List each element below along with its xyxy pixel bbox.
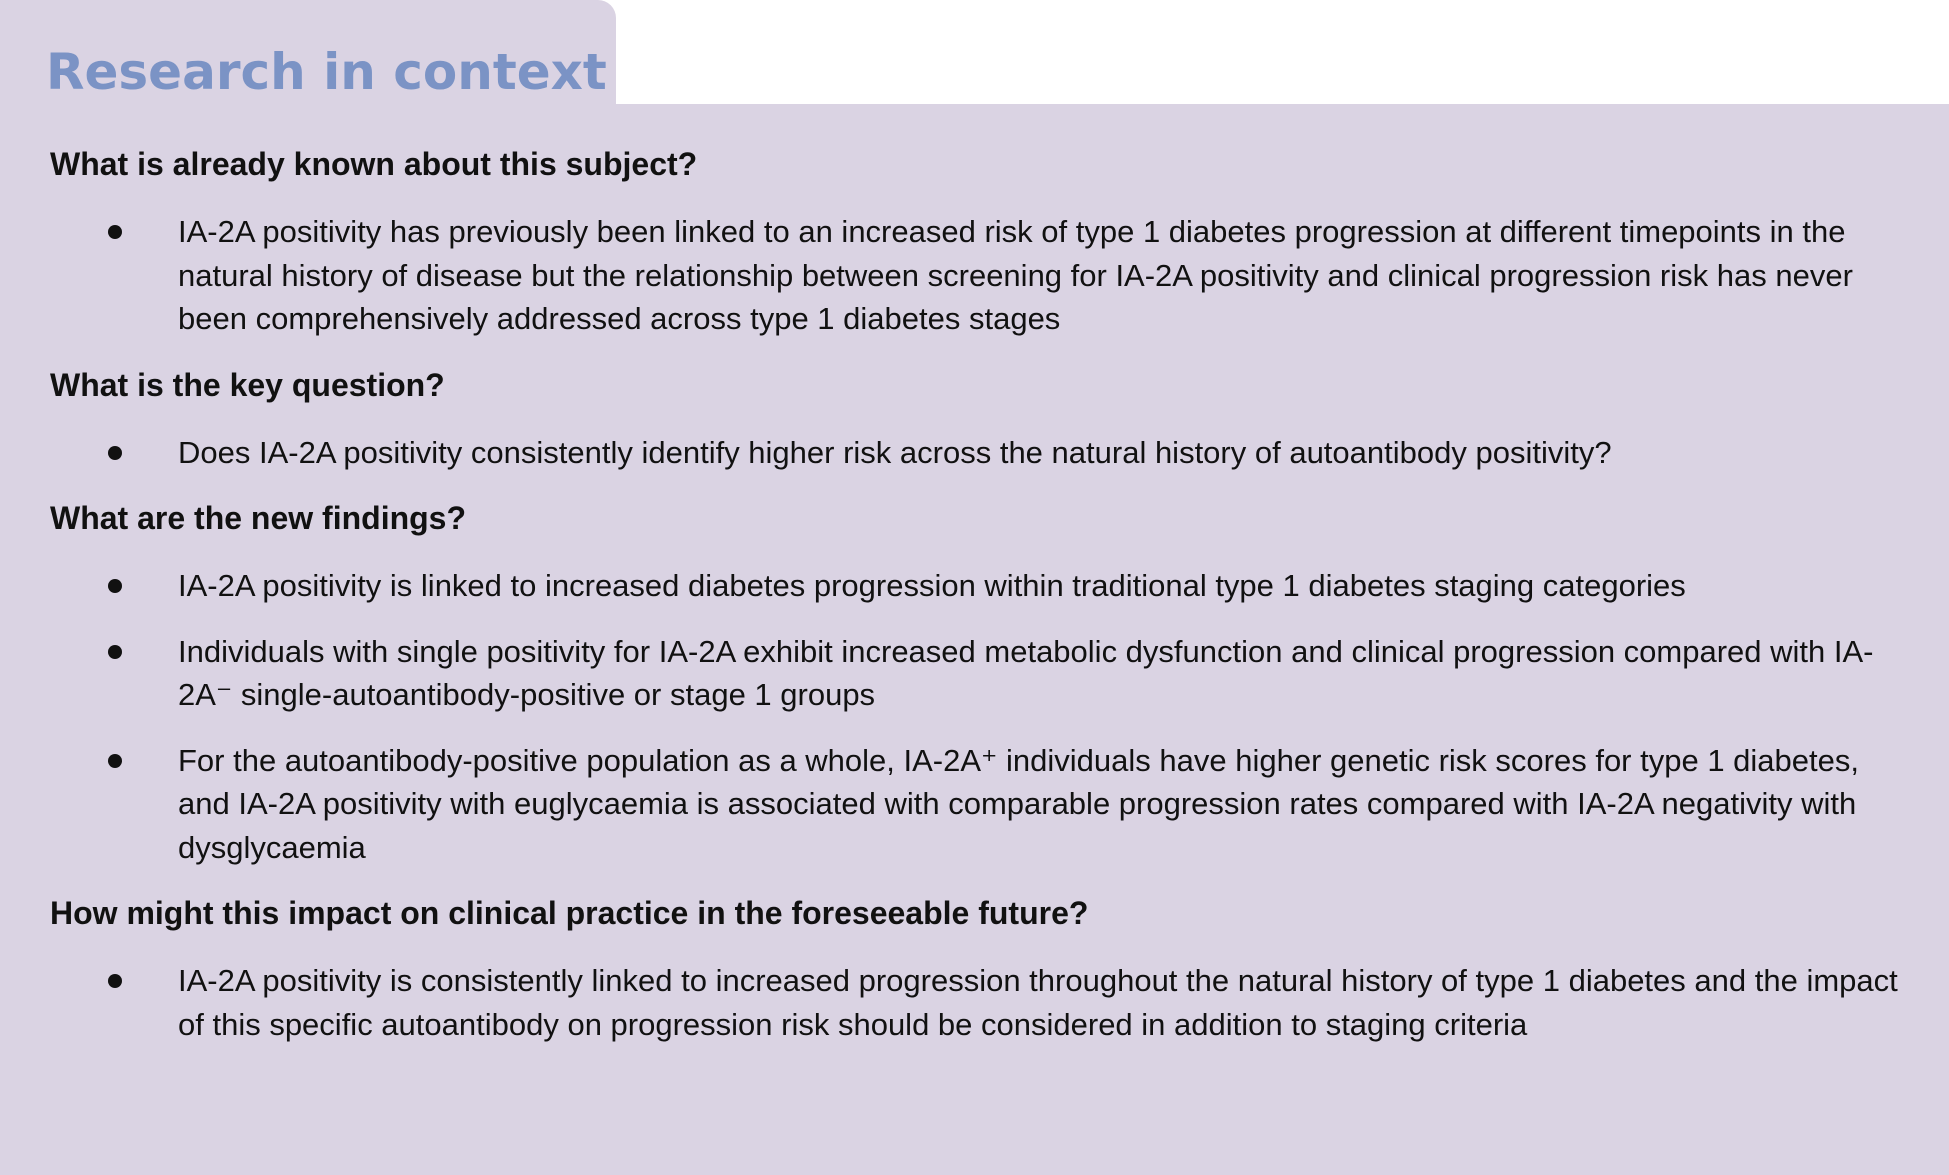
section-heading: What are the new findings?: [50, 500, 467, 536]
bullet-list: [50, 564, 1910, 869]
bullet-text: IA-2A positivity is linked to increased diabetes progression within traditional type 1 diabetes staging categories: [178, 568, 1686, 603]
bullet-dot-icon: [108, 754, 122, 768]
bullet-item: [50, 431, 1910, 475]
bullet-list: [50, 959, 1910, 1046]
bullet-text: IA-2A positivity has previously been linked to an increased risk of type 1 diabetes progression at different timepoints in the natural history of disease but the relationship between screening for IA-2A positivity and clinical progression risk has never been comprehensively addressed across type 1 diabetes stages: [178, 214, 1853, 336]
bullet-text: IA-2A positivity is consistently linked to increased progression throughout the natural history of type 1 diabetes and the impact of this specific autoantibody on progression risk should be considered in addition to staging criteria: [178, 963, 1898, 1042]
bullet-list: [50, 210, 1910, 341]
section-known: [50, 142, 1910, 341]
bullet-item: [50, 210, 1910, 341]
section-heading: What is already known about this subject?: [50, 146, 698, 182]
bullet-dot-icon: [108, 225, 122, 239]
bullet-item: [50, 630, 1910, 717]
bullet-item: [50, 739, 1910, 870]
bullet-text: Individuals with single positivity for IA-2A exhibit increased metabolic dysfunction and clinical progression compared with IA-2A⁻ single-autoantibody-positive or stage 1 groups: [178, 633, 1874, 712]
box-title: Research in context: [46, 43, 607, 101]
bullet-text: For the autoantibody-positive population as a whole, IA-2A⁺ individuals have higher genetic risk scores for type 1 diabetes, and IA-2A positivity with euglycaemia is associated with comparable progression rates compared with IA-2A negativity with dysglycaemia: [178, 742, 1859, 865]
section-heading: What is the key question?: [50, 366, 445, 403]
bullet-list: [50, 431, 1910, 475]
research-context-content: [50, 142, 1910, 1046]
bullet-item: [50, 959, 1910, 1046]
section-clinical-impact: [50, 891, 1910, 1046]
section-key-question: [50, 363, 1910, 475]
section-new-findings: [50, 496, 1910, 869]
bullet-dot-icon: [108, 645, 122, 659]
bullet-dot-icon: [108, 974, 122, 988]
bullet-item: [50, 564, 1910, 608]
bullet-dot-icon: [108, 446, 122, 460]
bullet-dot-icon: [108, 579, 122, 593]
section-heading: How might this impact on clinical practice in the foreseeable future?: [50, 895, 1089, 931]
bullet-text: Does IA-2A positivity consistently identify higher risk across the natural history of autoantibody positivity?: [178, 434, 1612, 470]
